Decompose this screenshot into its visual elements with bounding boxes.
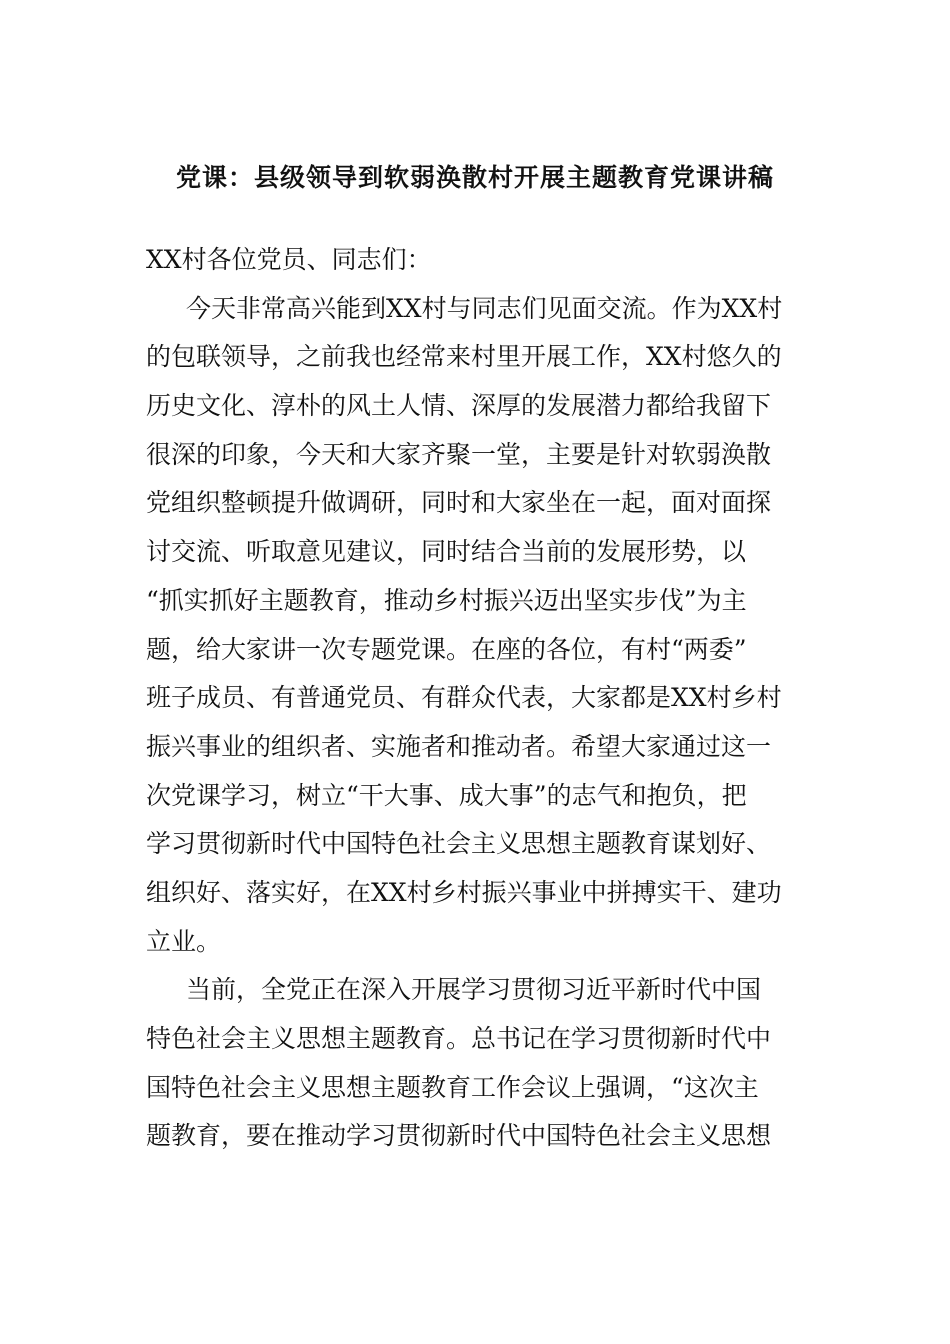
- paragraph-2-line-4: 题教育，要在推动学习贯彻新时代中国特色社会主义思想: [146, 1121, 772, 1151]
- paragraph-1-line-13: 组织好、落实好，在XX村乡村振兴事业中拼搏实干、建功: [146, 877, 782, 907]
- paragraph-1-line-12: 学习贯彻新时代中国特色社会主义思想主题教育谋划好、: [146, 829, 772, 859]
- paragraph-2-line-2: 特色社会主义思想主题教育。总书记在学习贯彻新时代中: [146, 1024, 772, 1053]
- paragraph-1-line-9: 班子成员、有普通党员、有群众代表，大家都是XX村乡村: [146, 683, 782, 713]
- paragraph-1-line-10: 振兴事业的组织者、实施者和推动者。希望大家通过这一: [146, 731, 772, 761]
- paragraph-1-line-5: 党组织整顿提升做调研，同时和大家坐在一起，面对面探: [146, 488, 772, 518]
- paragraph-1-line-14: 立业。: [146, 926, 222, 956]
- paragraph-1-line-2: 的包联领导，之前我也经常来村里开展工作，XX村悠久的: [146, 342, 782, 372]
- document-body: [146, 236, 808, 1161]
- paragraph-1-line-4: 很深的印象，今天和大家齐聚一堂，主要是针对软弱涣散: [146, 439, 772, 469]
- document-title: 党课：县级领导到软弱涣散村开展主题教育党课讲稿: [175, 163, 774, 192]
- paragraph-1-line-3: 历史文化、淳朴的风土人情、深厚的发展潜力都给我留下: [146, 391, 772, 421]
- paragraph-1-line-6: 讨交流、听取意见建议，同时结合当前的发展形势，以: [146, 537, 747, 567]
- paragraph-2-line-1: 当前，全党正在深入开展学习贯彻习近平新时代中国: [186, 975, 762, 1005]
- paragraph-1-line-7: “抓实抓好主题教育，推动乡村振兴迈出坚实步伐”为主: [146, 585, 747, 615]
- paragraph-1-line-8: 题，给大家讲一次专题党课。在座的各位，有村“两委”: [146, 634, 747, 664]
- paragraph-1-line-1: 今天非常高兴能到XX村与同志们见面交流。作为XX村: [186, 293, 783, 323]
- paragraph-1-line-11: 次党课学习，树立“干大事、成大事”的志气和抱负，把: [146, 780, 747, 810]
- paragraph-2-line-3: 国特色社会主义思想主题教育工作会议上强调，“这次主: [146, 1072, 759, 1102]
- salutation-line: XX村各位党员、同志们：: [146, 245, 432, 274]
